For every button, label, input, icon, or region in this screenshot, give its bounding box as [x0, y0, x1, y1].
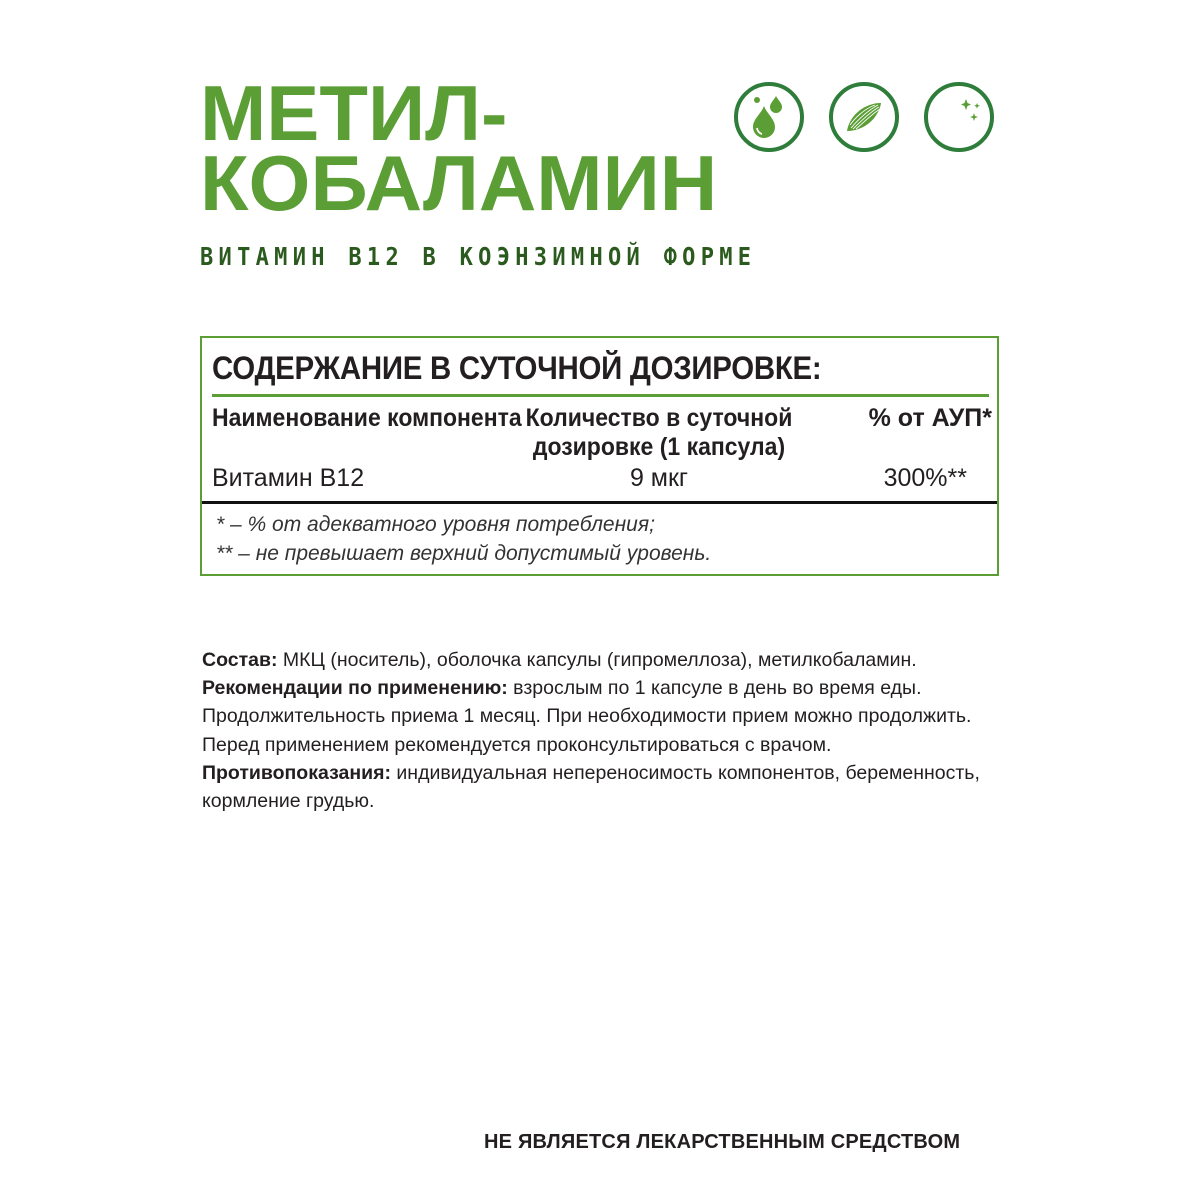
- feature-icons: [734, 82, 994, 152]
- header-component-name: Наименование компонента: [212, 404, 522, 432]
- moon-stars-icon: [924, 82, 994, 152]
- product-title: [200, 69, 718, 227]
- composition-label: Состав:: [202, 649, 278, 671]
- header-percent-aup: % от АУП*: [868, 404, 992, 432]
- water-drops-icon: [734, 82, 804, 152]
- product-info: [202, 646, 992, 815]
- cell-percent: 300%**: [883, 464, 967, 492]
- dosage-table-title: СОДЕРЖАНИЕ В СУТОЧНОЙ ДОЗИРОВКЕ:: [212, 350, 822, 386]
- product-subtitle: ВИТАМИН В12 В КОЭНЗИМНОЙ ФОРМЕ: [200, 243, 757, 272]
- usage-text: взрослым по 1 капсуле в день во время еды. Продолжительность приема 1 месяц. При необходимости прием можно продолжить. Перед применением рекомендуется проконсультироваться с врачом.: [202, 677, 972, 756]
- contraindications-label: Противопоказания:: [202, 761, 391, 784]
- composition-text: МКЦ (носитель), оболочка капсулы (гипромеллоза), метилкобаламин.: [277, 649, 917, 671]
- contraindications-text: индивидуальная непереносимость компонентов, беременность, кормление грудью.: [202, 761, 980, 813]
- footnote-2: ** – не превышает верхний допустимый уровень.: [216, 542, 712, 565]
- table-footnotes: [216, 510, 711, 568]
- contraindications-paragraph: [202, 759, 992, 815]
- header-daily-quantity: Количество в суточной дозировке (1 капсула): [525, 404, 793, 461]
- footnote-1: * – % от адекватного уровня потребления;: [216, 513, 655, 536]
- usage-paragraph: [202, 674, 992, 759]
- title-divider: [212, 394, 989, 397]
- dosage-table: [200, 336, 999, 576]
- title-line-1: МЕТИЛ-: [200, 69, 508, 157]
- muscle-fiber-icon: [829, 82, 899, 152]
- disclaimer: НЕ ЯВЛЯЕТСЯ ЛЕКАРСТВЕННЫМ СРЕДСТВОМ: [484, 1131, 961, 1153]
- usage-label: Рекомендации по применению:: [202, 677, 508, 700]
- composition-paragraph: [202, 646, 992, 674]
- cell-quantity: 9 мкг: [629, 464, 689, 492]
- cell-component-name: Витамин В12: [212, 464, 365, 492]
- table-divider: [202, 501, 997, 504]
- title-line-2: КОБАЛАМИН: [200, 139, 718, 227]
